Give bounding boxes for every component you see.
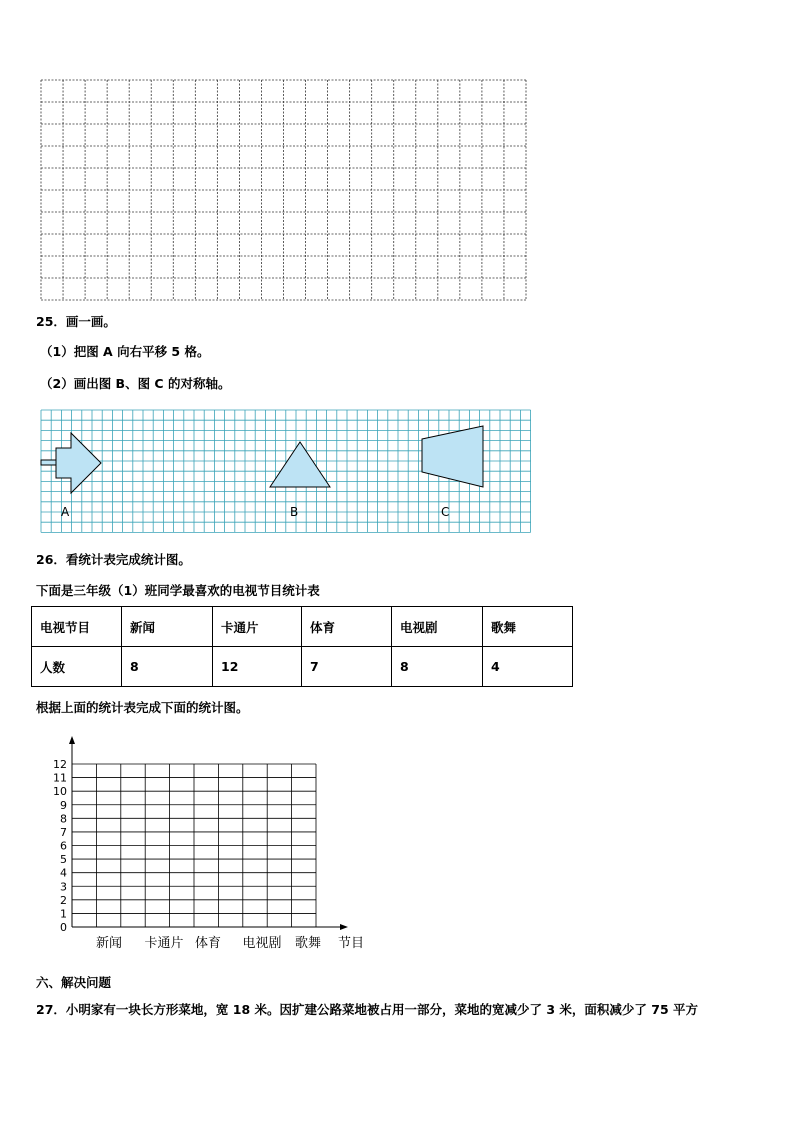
x-category-label: 新闻 bbox=[95, 936, 123, 951]
question-26-title: 26．看统计表完成统计图。 bbox=[36, 552, 191, 567]
table-cell: 电视剧 bbox=[392, 607, 483, 647]
y-tick-label: 9 bbox=[60, 798, 67, 812]
x-axis-label: 节目 bbox=[338, 936, 365, 951]
label-c: C bbox=[441, 505, 450, 519]
shape-grid bbox=[40, 409, 532, 534]
y-tick-label: 12 bbox=[53, 758, 67, 771]
x-category-label: 体育 bbox=[194, 936, 222, 951]
table-header-row bbox=[32, 607, 573, 647]
stats-table bbox=[31, 606, 573, 687]
question-25-item-1: （1）把图 A 向右平移 5 格。 bbox=[40, 344, 210, 359]
question-25-item-2: （2）画出图 B、图 C 的对称轴。 bbox=[40, 376, 231, 391]
table-cell: 12 bbox=[213, 647, 302, 687]
table-cell: 8 bbox=[122, 647, 213, 687]
x-category-label: 电视剧 bbox=[242, 936, 282, 951]
table-cell: 4 bbox=[483, 647, 573, 687]
figure-b-triangle bbox=[270, 442, 330, 487]
table-cell: 体育 bbox=[302, 607, 392, 647]
y-tick-label: 6 bbox=[60, 839, 67, 853]
table-data-row bbox=[32, 647, 573, 687]
table-cell: 歌舞 bbox=[483, 607, 573, 647]
y-tick-label: 3 bbox=[60, 880, 67, 894]
x-category-label: 卡通片 bbox=[144, 936, 184, 951]
table-cell: 7 bbox=[302, 647, 392, 687]
blank-dashed-grid bbox=[40, 79, 530, 303]
label-a: A bbox=[61, 505, 70, 519]
section-6-heading: 六、解决问题 bbox=[36, 975, 112, 990]
question-25-title: 25．画一画。 bbox=[36, 314, 116, 329]
y-tick-label: 2 bbox=[60, 893, 67, 907]
table-cell: 卡通片 bbox=[213, 607, 302, 647]
table-cell: 新闻 bbox=[122, 607, 213, 647]
x-category-label: 歌舞 bbox=[294, 936, 322, 951]
y-tick-label: 7 bbox=[60, 825, 67, 839]
label-b: B bbox=[290, 505, 299, 519]
x-axis-arrow bbox=[340, 924, 348, 930]
y-tick-label: 1 bbox=[60, 907, 67, 921]
y-tick-label: 4 bbox=[60, 866, 67, 880]
chart-instruction: 根据上面的统计表完成下面的统计图。 bbox=[36, 700, 249, 715]
table-cell: 电视节目 bbox=[32, 607, 122, 647]
blank-bar-chart bbox=[40, 732, 380, 954]
table-cell: 8 bbox=[392, 647, 483, 687]
question-27-text: 27．小明家有一块长方形菜地，宽 18 米。因扩建公路菜地被占用一部分，菜地的宽减少了 3 米，面积减少了 75 平方 bbox=[36, 1002, 698, 1017]
y-tick-label: 10 bbox=[53, 785, 67, 799]
figure-c-trapezoid bbox=[422, 426, 483, 487]
y-tick-label: 0 bbox=[60, 921, 67, 934]
table-cell: 人数 bbox=[32, 647, 122, 687]
y-tick-label: 8 bbox=[60, 812, 67, 826]
table-caption: 下面是三年级（1）班同学最喜欢的电视节目统计表 bbox=[36, 583, 320, 598]
y-tick-label: 11 bbox=[53, 771, 67, 785]
y-axis-arrow bbox=[69, 736, 75, 744]
y-tick-label: 5 bbox=[60, 853, 67, 867]
